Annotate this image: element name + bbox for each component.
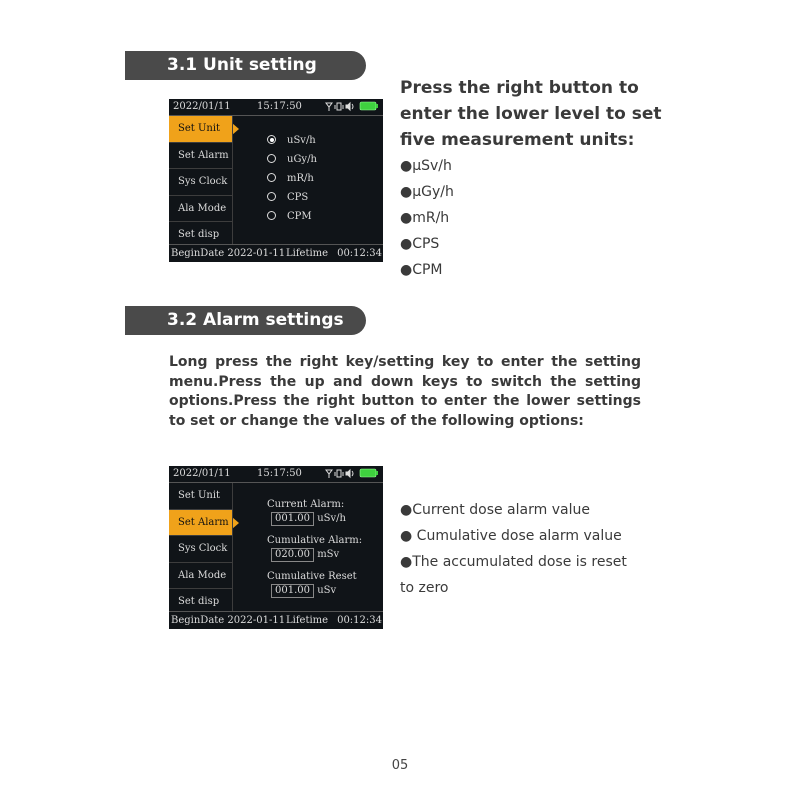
unit-option bbox=[267, 188, 317, 207]
cumulative-reset-row bbox=[267, 583, 362, 599]
unit-heading-line: five measurement units: bbox=[400, 130, 635, 150]
radio-icon bbox=[267, 211, 276, 220]
menu-divider bbox=[232, 116, 233, 244]
unit-bullet: ●μSv/h bbox=[400, 158, 452, 174]
unit-option bbox=[267, 169, 317, 188]
current-alarm-label: Current Alarm: bbox=[267, 499, 345, 510]
menu-item-sys-clock: Sys Clock bbox=[169, 169, 232, 196]
current-alarm-value: 001.00 bbox=[271, 512, 314, 526]
screen-menu bbox=[169, 116, 232, 248]
unit-bullet: ●μGy/h bbox=[400, 184, 454, 200]
screen-footer bbox=[169, 244, 383, 262]
device-screen-alarm bbox=[169, 466, 383, 629]
vibrate-icon bbox=[335, 103, 343, 110]
radio-selected-icon bbox=[267, 135, 276, 144]
section-title-unit-setting: 3.1 Unit setting bbox=[125, 51, 366, 80]
cumulative-alarm-row bbox=[267, 547, 362, 563]
cumulative-reset-unit: uSv bbox=[317, 585, 337, 596]
alarm-description bbox=[400, 497, 627, 601]
lifetime-label: Lifetime bbox=[286, 615, 329, 626]
unit-label: CPM bbox=[287, 211, 312, 222]
status-icons bbox=[324, 467, 380, 480]
lifetime-value: 00:12:34 bbox=[337, 615, 382, 626]
battery-icon bbox=[360, 102, 378, 110]
signal-icon bbox=[326, 470, 332, 478]
section-title-alarm-settings: 3.2 Alarm settings bbox=[125, 306, 366, 335]
unit-label: uSv/h bbox=[287, 135, 316, 146]
menu-item-set-disp: Set disp bbox=[178, 229, 220, 241]
cumulative-reset-value: 001.00 bbox=[271, 584, 314, 598]
begin-date: BeginDate 2022-01-11 bbox=[171, 615, 286, 626]
unit-bullet: ●CPS bbox=[400, 236, 440, 252]
device-screen-unit bbox=[169, 99, 383, 262]
menu-item-sys-clock: Sys Clock bbox=[169, 536, 232, 563]
menu-item-set-alarm: Set Alarm bbox=[169, 143, 232, 170]
status-icons bbox=[324, 100, 380, 113]
menu-divider bbox=[232, 483, 233, 611]
screen-time: 15:17:50 bbox=[257, 468, 302, 479]
menu-item-set-alarm: Set Alarm bbox=[169, 510, 232, 537]
screen-date: 2022/01/11 bbox=[173, 101, 231, 112]
begin-date: BeginDate 2022-01-11 bbox=[171, 248, 286, 259]
screen-time: 15:17:50 bbox=[257, 101, 302, 112]
lifetime-label: Lifetime bbox=[286, 248, 329, 259]
unit-option bbox=[267, 150, 317, 169]
unit-label: uGy/h bbox=[287, 154, 317, 165]
screen-menu bbox=[169, 483, 232, 615]
radio-icon bbox=[267, 154, 276, 163]
speaker-icon bbox=[346, 103, 353, 110]
cumulative-alarm-label: Cumulative Alarm: bbox=[267, 535, 363, 546]
unit-options bbox=[267, 131, 317, 226]
unit-bullet: ●mR/h bbox=[400, 210, 450, 226]
unit-bullet: ●CPM bbox=[400, 262, 443, 278]
menu-item-set-unit: Set Unit bbox=[169, 116, 232, 143]
vibrate-icon bbox=[335, 470, 343, 477]
cumulative-alarm-value: 020.00 bbox=[271, 548, 314, 562]
alarm-values bbox=[267, 498, 362, 606]
screen-footer bbox=[169, 611, 383, 629]
speaker-icon bbox=[346, 470, 353, 477]
alarm-instructions: Long press the right key/setting key to enter the setting menu.Press the up and down keys to switch the setting options.Press the right button to enter the lower settings to set or change the values of the following options: bbox=[169, 354, 641, 429]
radio-icon bbox=[267, 192, 276, 201]
unit-description bbox=[400, 75, 662, 283]
alarm-bullet: ●Current dose alarm value bbox=[400, 502, 590, 518]
battery-icon bbox=[360, 469, 378, 477]
radio-icon bbox=[267, 173, 276, 182]
alarm-bullet: to zero bbox=[400, 580, 449, 596]
unit-label: mR/h bbox=[287, 173, 314, 184]
unit-option bbox=[267, 131, 317, 150]
unit-label: CPS bbox=[287, 192, 309, 203]
current-alarm-row bbox=[267, 511, 362, 527]
page-number: 05 bbox=[391, 758, 409, 773]
cumulative-alarm-unit: mSv bbox=[317, 549, 340, 560]
screen-date: 2022/01/11 bbox=[173, 468, 231, 479]
current-alarm-unit: uSv/h bbox=[317, 513, 346, 524]
unit-heading-line: enter the lower level to set bbox=[400, 104, 662, 124]
signal-icon bbox=[326, 103, 332, 111]
menu-item-set-unit: Set Unit bbox=[169, 483, 232, 510]
alarm-bullet: ● Cumulative dose alarm value bbox=[400, 528, 622, 544]
status-bar bbox=[169, 99, 383, 116]
menu-item-ala-mode: Ala Mode bbox=[169, 196, 232, 223]
unit-option bbox=[267, 207, 317, 226]
menu-item-set-disp: Set disp bbox=[178, 596, 220, 608]
lifetime-value: 00:12:34 bbox=[337, 248, 382, 259]
alarm-bullet: ●The accumulated dose is reset bbox=[400, 554, 627, 570]
cumulative-reset-label: Cumulative Reset bbox=[267, 571, 357, 582]
menu-item-ala-mode: Ala Mode bbox=[169, 563, 232, 590]
status-bar bbox=[169, 466, 383, 483]
unit-heading-line: Press the right button to bbox=[400, 78, 639, 98]
